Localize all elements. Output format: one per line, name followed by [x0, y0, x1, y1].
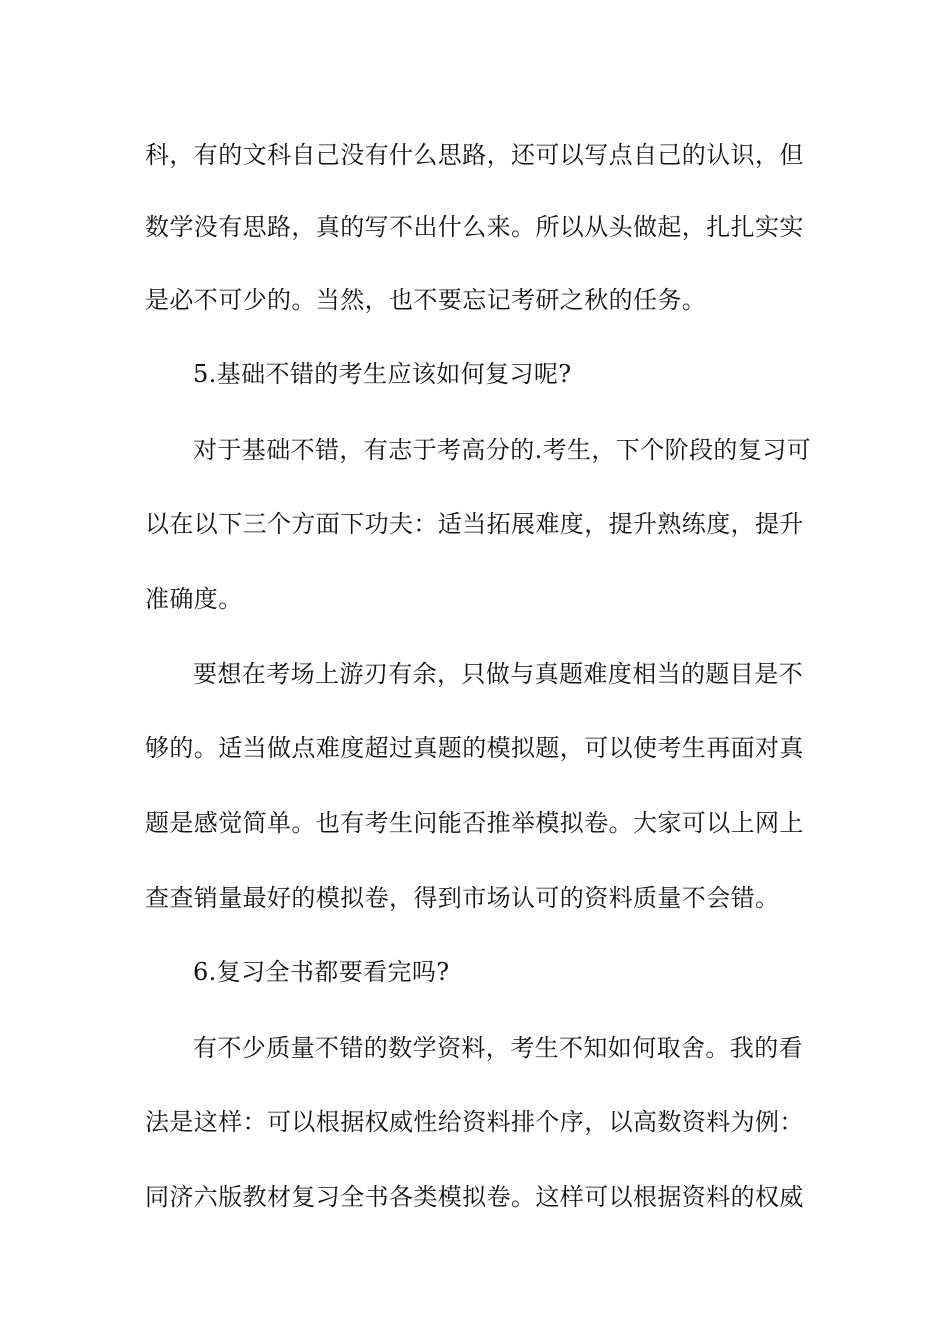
paragraph-line: 有不少质量不错的数学资料，考生不知如何取舍。我的看: [193, 1034, 803, 1062]
paragraph-line: 是必不可少的。当然，也不要忘记考研之秋的任务。: [145, 286, 707, 314]
section-heading: 6.复习全书都要看完吗?: [193, 958, 450, 986]
paragraph-line: 科，有的文科自己没有什么思路，还可以写点自己的认识，但: [145, 141, 804, 169]
paragraph-line: 以在以下三个方面下功夫：适当拓展难度，提升熟练度，提升: [145, 510, 804, 538]
paragraph-line: 够的。适当做点难度超过真题的模拟题，可以使考生再面对真: [145, 734, 804, 762]
paragraph-line: 法是这样：可以根据权威性给资料排个序，以高数资料为例：: [145, 1108, 804, 1136]
paragraph-line: 查查销量最好的模拟卷，得到市场认可的资料质量不会错。: [145, 884, 780, 912]
paragraph-line: 准确度。: [145, 585, 243, 613]
paragraph-line: 数学没有思路，真的写不出什么来。所以从头做起，扎扎实实: [145, 213, 804, 241]
paragraph-line: 同济六版教材复习全书各类模拟卷。这样可以根据资料的权威: [145, 1183, 804, 1211]
paragraph-line: 对于基础不错，有志于考高分的.考生，下个阶段的复习可: [193, 436, 812, 464]
paragraph-line: 要想在考场上游刃有余，只做与真题难度相当的题目是不: [193, 660, 803, 688]
paragraph-line: 题是感觉简单。也有考生问能否推举模拟卷。大家可以上网上: [145, 809, 804, 837]
section-heading: 5.基础不错的考生应该如何复习呢?: [193, 360, 572, 388]
